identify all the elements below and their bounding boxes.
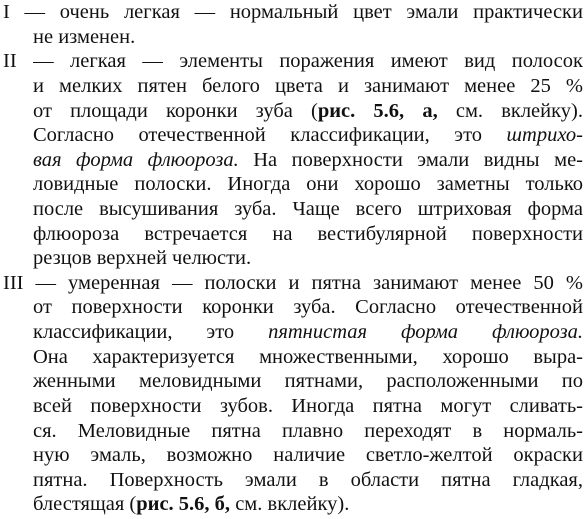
item-3-line-5: [33, 369, 583, 394]
item-3-line-9: [33, 468, 583, 493]
text-run: от площади коронки зуба (: [33, 99, 318, 122]
text-run: всей поверхности зубов. Иногда пятна могут сливать-: [33, 394, 583, 417]
text-run: флюороза встречается на вестибулярной поверхности: [33, 222, 583, 245]
item-3-line-2: [33, 295, 583, 320]
item-1-line-2: [33, 25, 135, 50]
item-3-line-3: [33, 320, 583, 345]
text-run: не изменен.: [33, 25, 136, 48]
item-2-line-2: [33, 74, 583, 99]
text-run: — нормальный цвет эмали практически: [179, 1, 583, 23]
text-run: см. вклейку).: [230, 493, 350, 516]
text-run: II — легкая — элементы поражения имеют вид полосок: [3, 50, 583, 73]
item-2-line-5: [33, 148, 583, 173]
item-3-line-6: [33, 394, 583, 419]
item-3-line-4: [33, 345, 583, 370]
item-2-line-9: [33, 246, 251, 271]
figure-reference: рис. 5.6, б,: [136, 493, 231, 516]
text-run: Согласно отечественной классификации, это: [33, 124, 507, 147]
text-run: очень легкая: [59, 1, 180, 23]
text-run: блестящая (: [33, 493, 137, 516]
item-2-line-6: [33, 172, 583, 197]
italic-term: пятнистая форма флюороза.: [268, 321, 583, 343]
text-run: Она характеризуется множественными, хорошо выра-: [33, 345, 583, 368]
item-3-line-7: [33, 419, 583, 444]
item-2-line-7: [33, 197, 583, 222]
item-1-line-1: [3, 0, 583, 25]
text-run: ловидные полоски. Иногда они хорошо заметны только: [33, 173, 583, 196]
text-run: после высушивания зуба. Чаще всего штриховая форма: [33, 198, 583, 220]
text-run: см. вклейку).: [437, 99, 584, 122]
text-run: классификации, это: [33, 321, 269, 343]
item-3-line-8: [33, 443, 583, 468]
italic-term: вая форма флюороза.: [33, 148, 239, 171]
item-3-line-10: [33, 492, 349, 517]
text-run: женными меловидными пятнами, расположенными по: [33, 370, 583, 393]
text-run: ную эмаль, возможно наличие светло-желтой окраски: [33, 444, 583, 467]
text-run: пятна. Поверхность эмали в области пятна гладкая,: [33, 468, 583, 491]
text-run: I —: [3, 1, 60, 23]
item-2-line-1: [3, 49, 583, 74]
text-run: и мелких пятен белого цвета и занимают менее 25 %: [33, 74, 583, 97]
item-2-line-8: [33, 222, 583, 247]
text-run: III — умеренная — полоски и пятна занимают менее 50 %: [3, 271, 583, 294]
text-run: На поверхности эмали видны ме-: [238, 148, 583, 171]
figure-reference: рис. 5.6, а,: [317, 99, 438, 122]
item-3-line-1: [3, 271, 583, 296]
italic-term: штрихо-: [506, 124, 583, 147]
text-run: от поверхности коронки зуба. Согласно отечественной: [33, 296, 583, 319]
text-run: резцов верхней челюсти.: [33, 247, 252, 270]
item-2-line-4: [33, 123, 583, 148]
text-run: ся. Меловидные пятна плавно переходят в нормаль-: [33, 419, 583, 442]
item-2-line-3: [33, 99, 583, 124]
